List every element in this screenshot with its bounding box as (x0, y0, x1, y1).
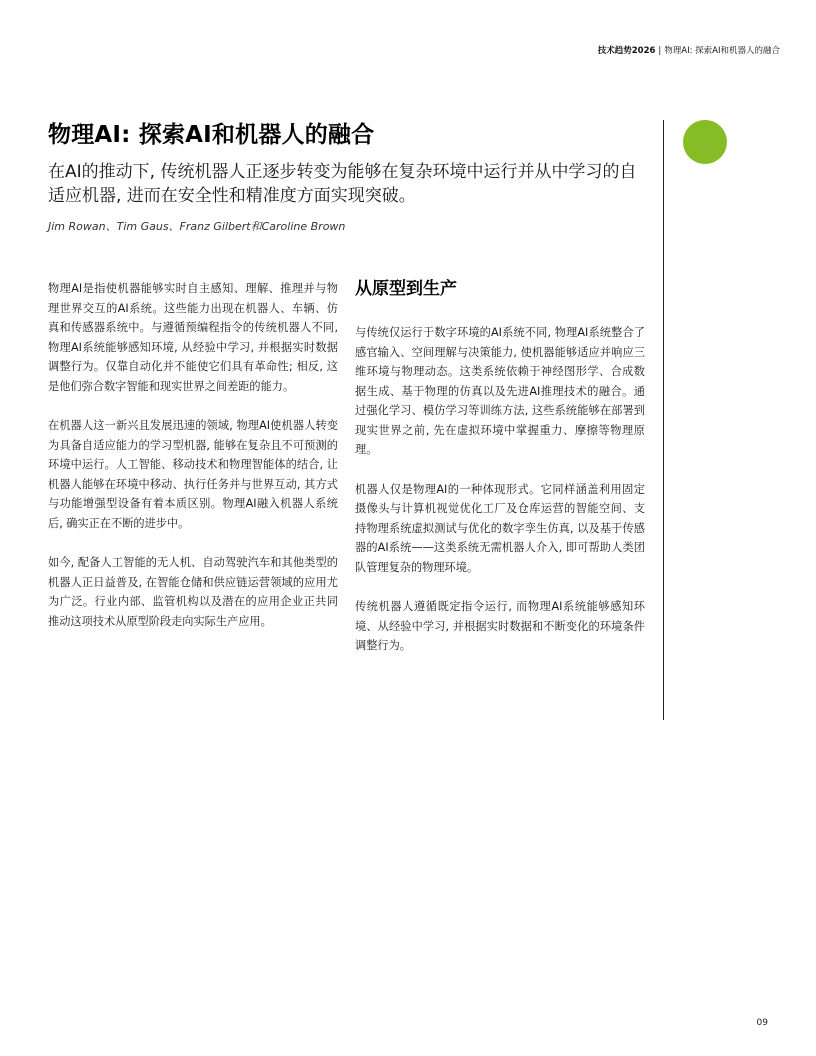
vertical-divider (663, 120, 664, 720)
running-header-chapter: 物理AI: 探索AI和机器人的融合 (664, 46, 780, 56)
right-column (355, 274, 645, 676)
left-paragraph-2: 在机器人这一新兴且发展迅速的领域, 物理AI使机器人转变为具备自适应能力的学习型机器, 能够在复杂且不可预测的环境中运行。人工智能、移动技术和物理智能体的结合, 让机器人能够在环境中移动、执行任务并与世界互动, 其方式与功能增强型设备有着本质区别。物理AI融入机器人系统后, 确实正在不断的进步中。 (48, 419, 338, 530)
right-paragraph-3: 传统机器人遵循既定指令运行, 而物理AI系统能够感知环境、从经验中学习, 并根据实时数据和不断变化的环境条件调整行为。 (355, 600, 645, 652)
running-header (598, 44, 780, 56)
accent-circle-icon (683, 120, 727, 164)
running-header-report: 技术趋势2026 (597, 46, 656, 56)
page-number: 09 (756, 1018, 768, 1028)
running-header-separator: | (658, 46, 662, 56)
right-paragraph-2: 机器人仅是物理AI的一种体现形式。它同样涵盖利用固定摄像头与计算机视觉优化工厂及仓库运营的智能空间、支持物理系统虚拟测试与优化的数字孪生仿真, 以及基于传感器的AI系统——这类系统无需机器人介入, 即可帮助人类团队管理复杂的物理环境。 (355, 482, 645, 574)
left-column (48, 279, 338, 651)
page-title: 物理AI: 探索AI和机器人的融合 (48, 122, 375, 148)
subtitle: 在AI的推动下, 传统机器人正逐步转变为能够在复杂环境中运行并从中学习的自适应机器, 进而在安全性和精准度方面实现突破。 (48, 162, 637, 206)
right-paragraph-1: 与传统仅运行于数字环境的AI系统不同, 物理AI系统整合了感官输入、空间理解与决策能力, 使机器能够适应并响应三维环境与物理动态。这类系统依赖于神经图形学、合成数据生成、基于物理的仿真以及先进AI推理技术的融合。通过强化学习、模仿学习等训练方法, 这些系统能够在部署到现实世界之前, 先在虚拟环境中掌握重力、摩擦等物理原理。 (355, 326, 645, 456)
authors: Jim Rowan、Tim Gaus、Franz Gilbert和Caroline Brown (48, 220, 346, 233)
section-heading: 从原型到生产 (355, 279, 457, 299)
left-paragraph-3: 如今, 配备人工智能的无人机、自动驾驶汽车和其他类型的机器人正日益普及, 在智能仓储和供应链运营领域的应用尤为广泛。行业内部、监管机构以及潜在的应用企业正共同推动这项技术从原型阶段走向实际生产应用。 (48, 556, 338, 628)
left-paragraph-1: 物理AI是指使机器能够实时自主感知、理解、推理并与物理世界交互的AI系统。这些能力出现在机器人、车辆、仿真和传感器系统中。与遵循预编程指令的传统机器人不同, 物理AI系统能够感知环境, 从经验中学习, 并根据实时数据调整行为。仅靠自动化并不能使它们具有革命性; 相反, 这是他们弥合数字智能和现实世界之间差距的能力。 (48, 282, 338, 393)
